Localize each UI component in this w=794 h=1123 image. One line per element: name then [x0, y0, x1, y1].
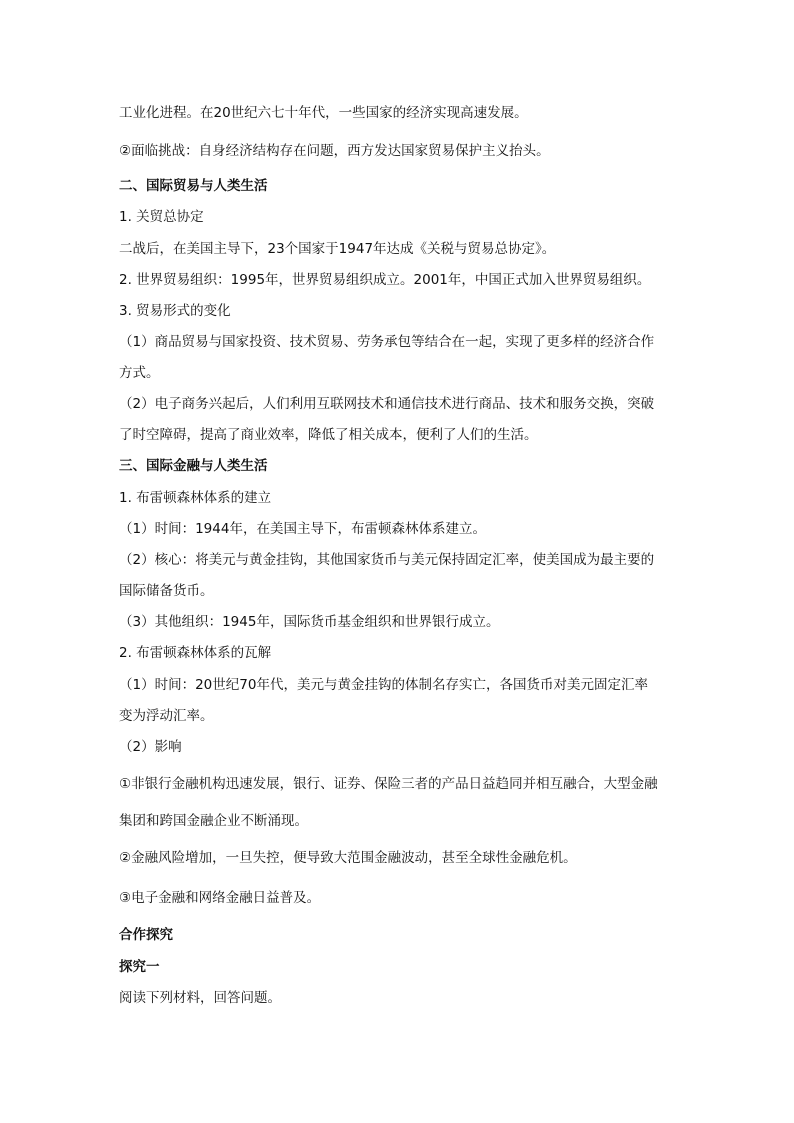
- paragraph-line: （2）核心：将美元与黄金挂钩，其他国家货币与美元保持固定汇率，使美国成为最主要的: [119, 552, 655, 568]
- paragraph-line: （3）其他组织：1945年，国际货币基金组织和世界银行成立。: [119, 614, 500, 630]
- subheading: 3. 贸易形式的变化: [119, 303, 231, 319]
- paragraph-line: 集团和跨国金融企业不断涌现。: [119, 813, 308, 829]
- subheading: 1. 布雷顿森林体系的建立: [119, 490, 272, 506]
- paragraph-line: ③电子金融和网络金融日益普及。: [119, 890, 321, 906]
- paragraph-line: 二战后，在美国主导下，23个国家于1947年达成《关税与贸易总协定》。: [119, 241, 556, 257]
- subheading: 探究一: [119, 959, 160, 975]
- paragraph-line: 变为浮动汇率。: [119, 708, 214, 724]
- paragraph-line: （2）影响: [119, 739, 182, 755]
- paragraph-line: ①非银行金融机构迅速发展，银行、证券、保险三者的产品日益趋同并相互融合，大型金融: [119, 776, 658, 792]
- paragraph-line: ②面临挑战：自身经济结构存在问题，西方发达国家贸易保护主义抬头。: [119, 143, 550, 159]
- paragraph-line: 国际储备货币。: [119, 583, 214, 599]
- subheading: 2. 世界贸易组织：1995年，世界贸易组织成立。2001年，中国正式加入世界贸易组织。: [119, 272, 651, 288]
- paragraph-line: 工业化进程。在20世纪六七十年代，一些国家的经济实现高速发展。: [119, 105, 528, 121]
- paragraph-line: （2）电子商务兴起后，人们利用互联网技术和通信技术进行商品、技术和服务交换，突破: [119, 396, 655, 412]
- subheading: 1. 关贸总协定: [119, 209, 204, 225]
- paragraph-line: 方式。: [119, 365, 160, 381]
- paragraph-line: ②金融风险增加，一旦失控，便导致大范围金融波动，甚至全球性金融危机。: [119, 850, 577, 866]
- subheading: 2. 布雷顿森林体系的瓦解: [119, 645, 272, 661]
- paragraph-line: （1）时间：1944年，在美国主导下，布雷顿森林体系建立。: [119, 521, 486, 537]
- section-heading: 三、国际金融与人类生活: [119, 458, 268, 474]
- paragraph-line: 了时空障碍，提高了商业效率，降低了相关成本，便利了人们的生活。: [119, 427, 538, 443]
- section-heading: 二、国际贸易与人类生活: [119, 178, 268, 194]
- paragraph-line: （1）商品贸易与国家投资、技术贸易、劳务承包等结合在一起，实现了更多样的经济合作: [119, 334, 655, 350]
- section-heading: 合作探究: [119, 927, 173, 943]
- paragraph-line: （1）时间：20世纪70年代，美元与黄金挂钩的体制名存实亡，各国货币对美元固定汇率: [119, 677, 648, 693]
- paragraph-line: 阅读下列材料，回答问题。: [119, 990, 281, 1006]
